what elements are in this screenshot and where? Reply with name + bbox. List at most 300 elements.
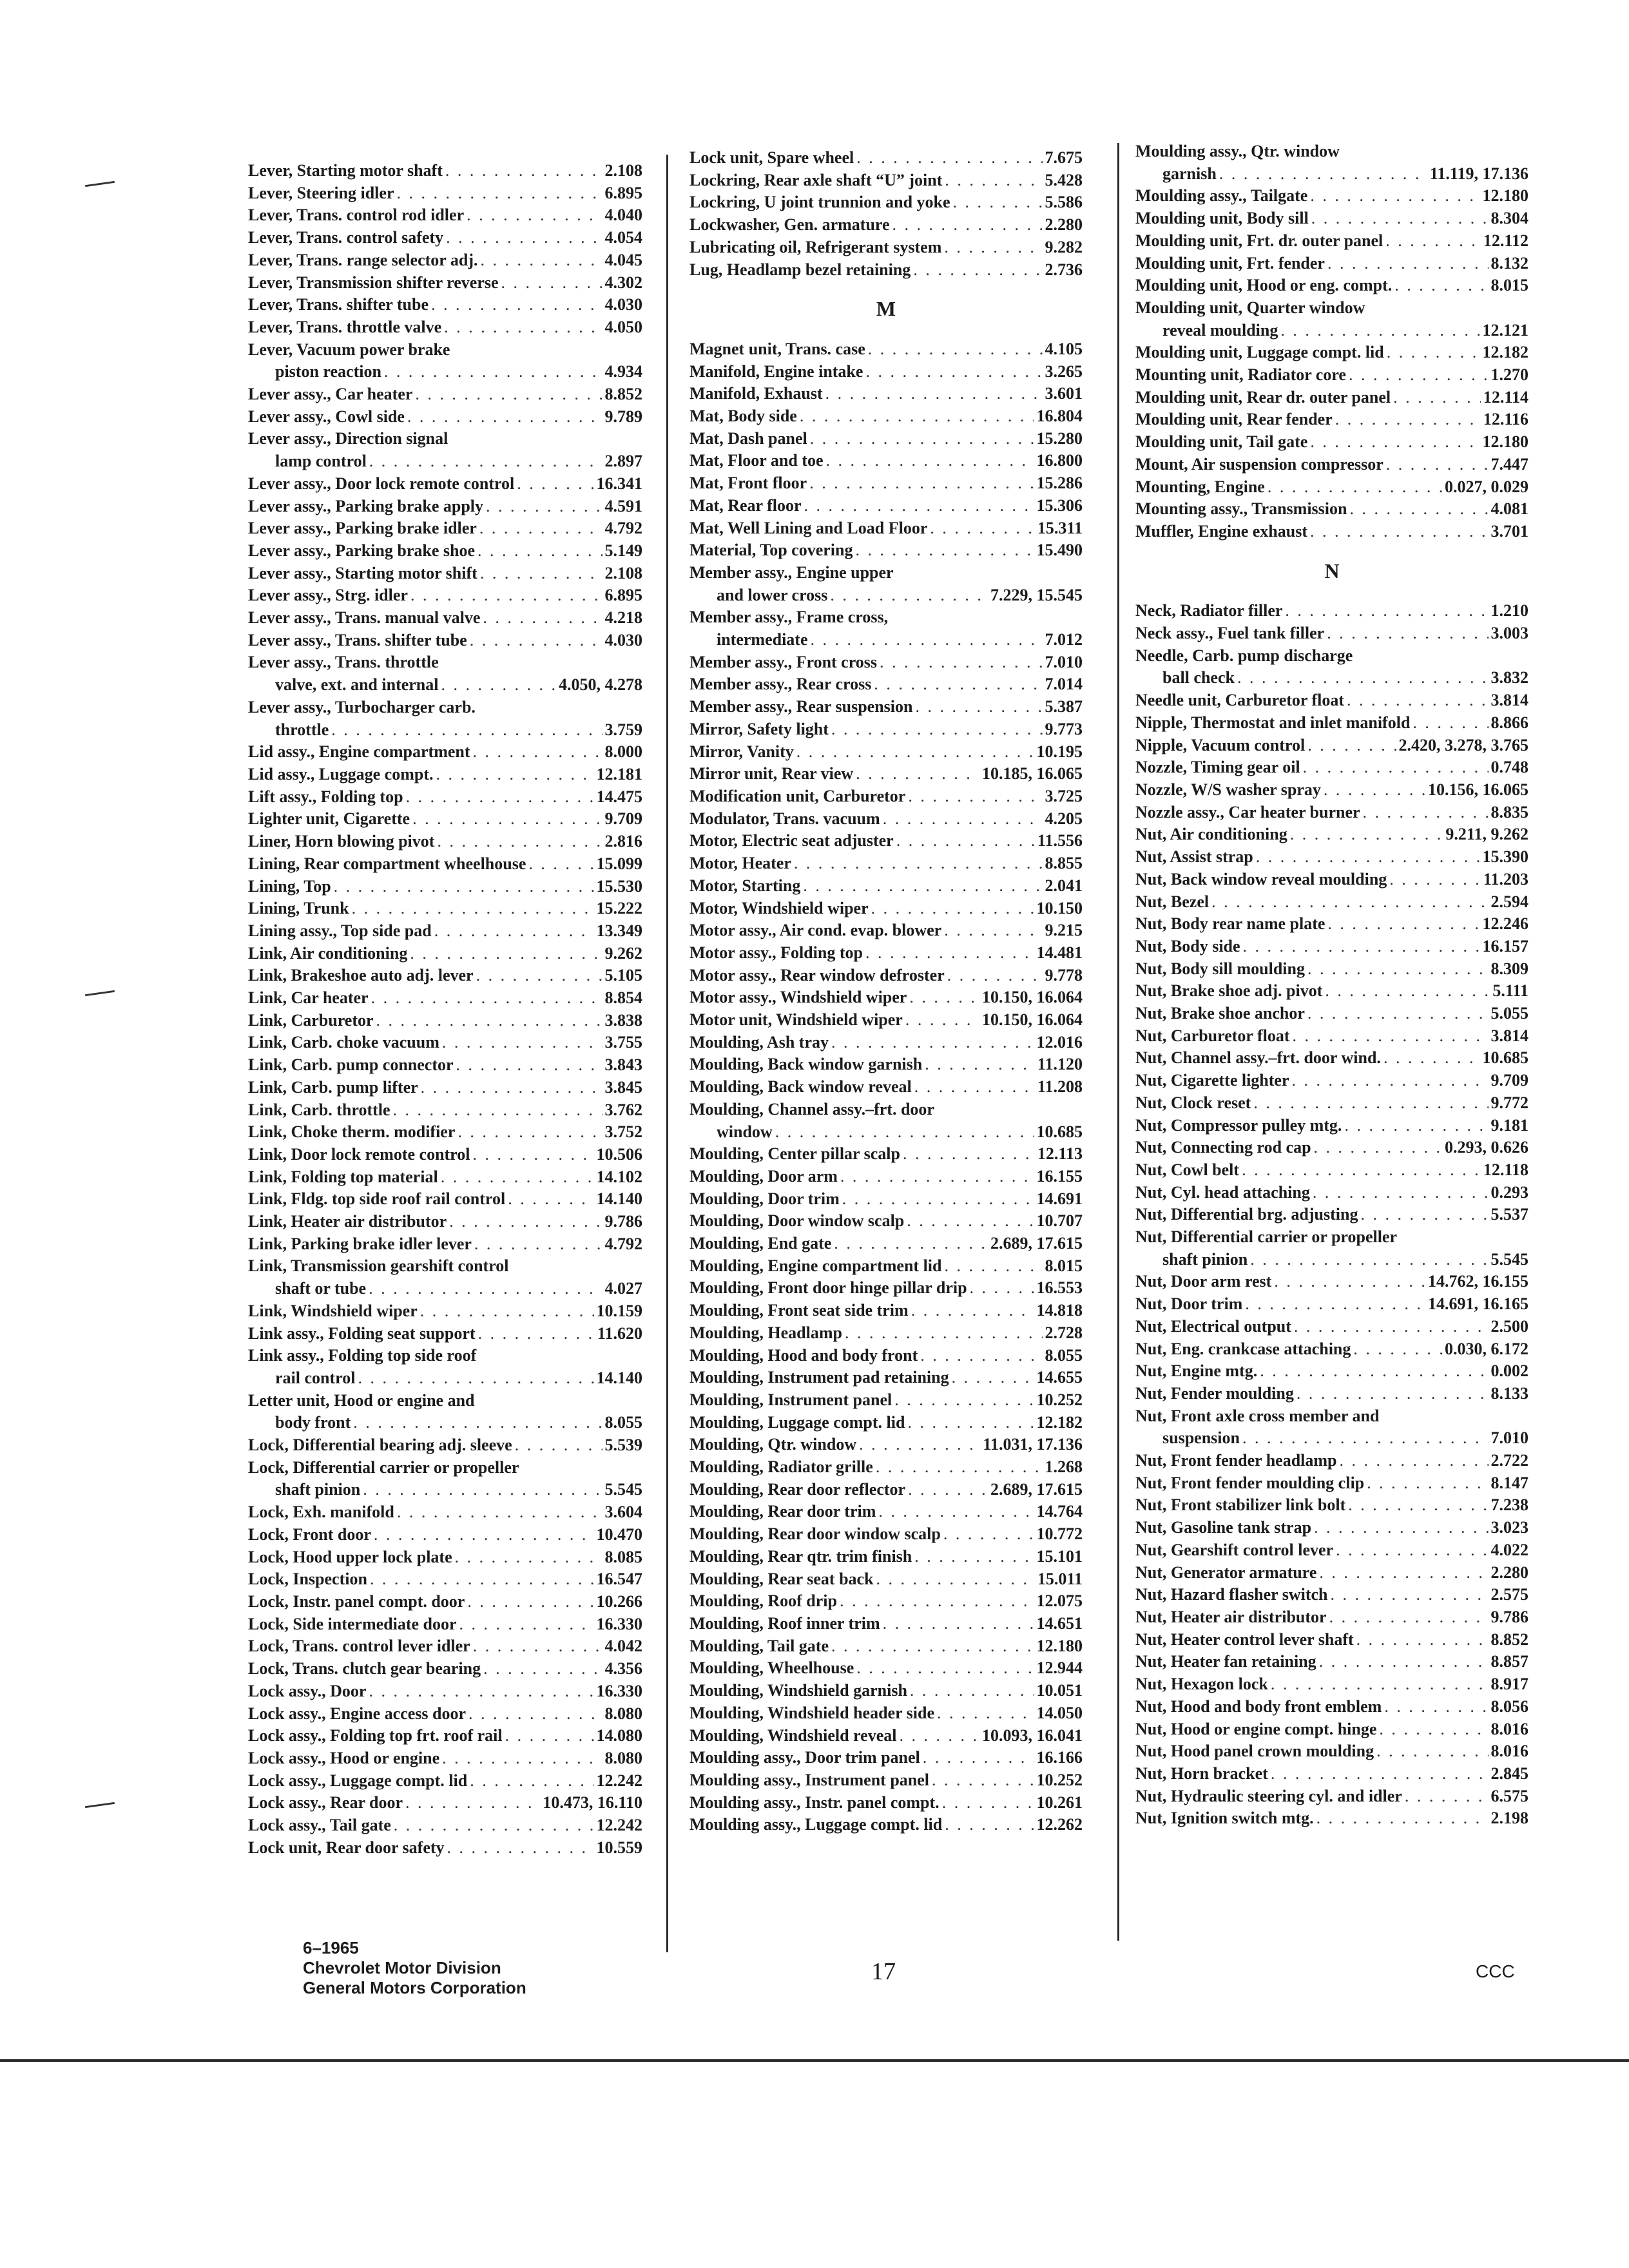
entry-reference: 2.575 [1490,1585,1528,1604]
entry-reference: 8.016 [1490,1719,1528,1738]
index-entry [689,1657,1083,1680]
dot-leader [1253,1092,1488,1115]
dot-leader [410,943,602,965]
dot-leader [856,763,979,785]
index-entry [1135,140,1528,163]
entry-name: Nut, Cowl belt [1135,1160,1240,1179]
dot-leader [1405,1785,1489,1808]
entry-reference: 8.835 [1490,802,1528,822]
entry-reference: 8.015 [1045,1256,1083,1275]
entry-reference: 2.728 [1045,1323,1083,1342]
entry-name: Needle, Carb. pump discharge [1135,646,1353,665]
entry-name: Nut, Heater fan retaining [1135,1652,1316,1671]
index-entry [248,1635,642,1658]
entry-reference: 4.050, 4.278 [559,675,642,695]
index-entry [1135,1271,1528,1293]
index-entry [1135,320,1528,342]
dot-leader [914,1546,1034,1568]
entry-reference: 14.080 [596,1726,642,1745]
entry-name: Lever assy., Parking brake apply [248,496,484,515]
entry-reference: 9.772 [1490,1093,1528,1112]
index-entry [248,853,642,876]
entry-name: Modulator, Trans. vacuum [689,809,880,828]
index-entry [248,1032,642,1054]
entry-name: Moulding, Back window garnish [689,1055,923,1074]
index-entry [689,830,1083,852]
entry-name: Nut, Body rear name plate [1135,914,1325,934]
entry-name: Mounting, Engine [1135,477,1265,496]
entry-reference: 16.341 [596,474,642,493]
entry-name: Nut, Fender moulding [1135,1383,1294,1403]
entry-reference: 9.211, 9.262 [1445,825,1528,844]
dot-leader [903,1143,1035,1166]
dot-leader [1384,1696,1488,1718]
index-entry [1135,1785,1528,1808]
entry-name: Nut, Heater air distributor [1135,1608,1327,1626]
index-entry [689,562,1083,584]
dot-leader [394,1814,594,1837]
entry-name: Link assy., Folding top side roof [248,1346,477,1365]
index-entry [1135,712,1528,735]
dot-leader [1412,712,1488,735]
index-entry [1135,891,1528,914]
dot-leader [363,1479,602,1501]
dot-leader [1347,689,1489,712]
index-entry [1135,1472,1528,1495]
entry-name: Link, Carb. pump connector [248,1055,454,1075]
entry-name: Lock, Differential carrier or propeller [248,1457,519,1477]
index-entry [1135,756,1528,779]
entry-name: Nut, Assist strap [1135,847,1253,867]
entry-reference: 8.132 [1490,253,1528,273]
entry-reference: 10.159 [596,1301,642,1320]
entry-reference: 4.030 [604,630,642,649]
entry-name: Link, Car heater [248,988,369,1008]
index-entry [689,259,1083,282]
entry-reference: 12.944 [1036,1658,1083,1678]
index-entry [689,875,1083,898]
entry-name: Moulding, Rear seat back [689,1569,874,1588]
entry-reference: 4.591 [604,496,642,515]
entry-reference: 3.843 [604,1055,642,1075]
entry-name: Mirror unit, Rear view [689,764,854,783]
dot-leader [1325,980,1490,1003]
entry-name: intermediate [717,630,808,649]
dot-leader [840,1590,1034,1613]
entry-reference: 14.481 [1036,943,1083,962]
entry-reference: 15.530 [596,876,642,896]
entry-reference: 2.736 [1045,260,1083,279]
dot-leader [1296,1383,1489,1405]
dot-leader [826,450,1034,472]
dot-leader [868,338,1043,361]
entry-name: Nut, Gearshift control lever [1135,1540,1334,1559]
entry-reference: 8.080 [604,1704,642,1723]
index-entry [1135,1763,1528,1785]
dot-leader [907,1210,1034,1233]
entry-name: Lever assy., Trans. shifter tube [248,630,467,649]
dot-leader [1294,1316,1489,1338]
dot-leader [455,1546,602,1569]
entry-name: Needle unit, Carburetor float [1135,691,1344,710]
dot-leader [1243,936,1480,958]
entry-name: shaft or tube [275,1279,367,1298]
entry-name: Lining, Trunk [248,899,349,918]
index-entry [248,272,642,294]
entry-reference: 8.080 [604,1748,642,1767]
dot-leader [809,472,1034,495]
entry-name: Motor unit, Windshield wiper [689,1010,903,1030]
entry-name: Lid assy., Luggage compt. [248,764,434,783]
dot-leader [1292,1070,1489,1092]
dot-leader [1311,207,1489,230]
index-entry [689,383,1083,405]
index-entry [248,182,642,205]
index-entry [1135,163,1528,186]
entry-name: Link, Air conditioning [248,943,408,963]
dot-leader [945,169,1042,192]
entry-reference: 4.081 [1490,499,1528,519]
entry-name: piston reaction [275,362,381,381]
entry-reference: 14.140 [596,1189,642,1209]
index-entry [248,898,642,920]
entry-name: Link, Carb. pump lifter [248,1077,418,1097]
entry-reference: 4.302 [604,273,642,292]
entry-reference: 4.027 [604,1279,642,1298]
dot-leader [1271,1673,1489,1696]
index-entry [248,1390,642,1412]
entry-reference: 8.055 [1045,1345,1083,1365]
index-entry [689,651,1083,674]
dot-leader [472,1144,593,1166]
dot-leader [945,1814,1034,1836]
margin-mark [85,1802,115,1808]
dot-leader [478,1323,595,1345]
entry-reference: 4.792 [604,1234,642,1253]
dot-leader [456,1054,602,1077]
dot-leader [1327,913,1480,936]
entry-reference: 15.390 [1482,847,1528,867]
dot-leader [1211,891,1488,914]
dot-leader [421,1077,602,1099]
index-entry [689,1412,1083,1434]
entry-reference: 5.537 [1490,1205,1528,1224]
entry-reference: 8.304 [1490,209,1528,228]
dot-leader [892,214,1043,236]
entry-name: Lever assy., Turbocharger carb. [248,697,476,716]
dot-leader [446,227,602,249]
entry-reference: 15.222 [596,899,642,918]
entry-name: Nut, Front fender headlamp [1135,1451,1337,1470]
index-entry [248,719,642,742]
dot-leader [842,1188,1034,1211]
index-entry [1135,1517,1528,1539]
dot-leader [840,1166,1034,1188]
dot-leader [831,1635,1034,1658]
entry-name: Lever assy., Parking brake idler [248,519,477,538]
entry-name: Lock, Trans. control lever idler [248,1637,470,1656]
index-entry [248,1211,642,1233]
entry-name: Moulding, Hood and body front [689,1345,918,1365]
dot-leader [1242,1427,1489,1450]
index-entry [248,1479,642,1501]
entry-reference: 0.002 [1490,1361,1528,1381]
index-entry [248,339,642,361]
dot-leader [331,719,602,742]
dot-leader [480,249,602,272]
entry-reference: 10.195 [1036,742,1083,761]
index-entry [248,1233,642,1256]
entry-name: Lever assy., Door lock remote control [248,474,515,493]
dot-leader [1271,1763,1489,1785]
index-entry [1135,253,1528,275]
entry-reference: 11.620 [597,1323,642,1343]
entry-reference: 15.311 [1037,518,1083,537]
entry-name: Nipple, Thermostat and inlet manifold [1135,713,1411,732]
entry-reference: 12.114 [1483,387,1528,407]
entry-reference: 9.778 [1045,965,1083,985]
entry-name: Member assy., Frame cross, [689,608,889,627]
entry-name: Nut, Bezel [1135,892,1210,911]
entry-reference: 13.349 [596,921,642,940]
entry-reference: 7.014 [1045,675,1083,694]
entry-name: Liner, Horn blowing pivot [248,832,435,851]
page-code: CCC [1476,1961,1515,1981]
dot-leader [1260,1360,1488,1383]
footer-imprint [303,1938,526,1998]
entry-name: Lock, Side intermediate door [248,1614,457,1633]
entry-reference: 5.586 [1045,193,1083,212]
entry-reference: 16.330 [596,1614,642,1633]
dot-leader [410,584,602,607]
index-entry [1135,185,1528,207]
index-entry [1135,689,1528,712]
index-entry [248,987,642,1010]
dot-leader [1383,1047,1480,1070]
entry-name: Nut, Hazard flasher switch [1135,1585,1328,1604]
entry-reference: 0.293 [1490,1182,1528,1202]
index-entry [689,169,1083,192]
entry-reference: 14.764 [1036,1502,1083,1521]
dot-leader [947,965,1043,987]
entry-reference: 4.050 [604,317,642,336]
index-entry [1135,958,1528,981]
entry-name: Moulding, Back window reveal [689,1077,912,1097]
entry-name: Nut, Electrical output [1135,1316,1291,1336]
dot-leader [1274,1271,1425,1293]
entry-name: body front [275,1413,351,1432]
entry-name: Mat, Front floor [689,474,807,493]
index-entry [1135,1137,1528,1159]
entry-reference: 8.852 [1490,1629,1528,1649]
entry-reference: 3.755 [604,1033,642,1052]
dot-leader [800,405,1034,428]
entry-reference: 4.022 [1490,1540,1528,1559]
entry-name: Moulding, Engine compartment lid [689,1256,942,1275]
entry-name: Neck, Radiator filler [1135,601,1283,620]
dot-leader [515,1434,602,1457]
entry-name: Member assy., Engine upper [689,562,894,582]
index-entry [248,1814,642,1837]
index-entry [1135,230,1528,253]
entry-name: Moulding, Door window scalp [689,1211,905,1231]
entry-reference: 3.265 [1045,361,1083,381]
entry-name: Nut, Connecting rod cap [1135,1138,1311,1157]
index-entry [248,786,642,809]
dot-leader [1256,846,1480,869]
entry-name: Link, Folding top material [248,1167,438,1186]
entry-reference: 3.845 [604,1077,642,1097]
index-entry [1135,823,1528,846]
index-entry [248,316,642,339]
dot-leader [804,495,1034,517]
entry-name: Lever assy., Direction signal [248,429,448,448]
entry-name: garnish [1162,164,1217,183]
entry-reference: 6.575 [1490,1786,1528,1805]
dot-leader [1363,802,1489,824]
dot-leader [937,1702,1034,1725]
entry-reference: 4.792 [604,519,642,538]
dot-leader [913,259,1042,282]
entry-reference: 1.210 [1490,601,1528,620]
index-entry [689,517,1083,540]
entry-name: Nut, Horn bracket [1135,1763,1268,1783]
index-entry [689,898,1083,920]
entry-name: Nut, Door arm rest [1135,1272,1272,1291]
index-entry [248,1591,642,1613]
entry-name: Manifold, Exhaust [689,384,823,403]
entry-reference: 2.897 [604,452,642,471]
index-entry [1135,869,1528,891]
index-entry [248,1434,642,1457]
dot-leader [944,1255,1042,1278]
entry-name: Link, Heater air distributor [248,1212,447,1231]
dot-leader [1394,274,1488,297]
entry-name: Lift assy., Folding top [248,787,403,806]
entry-reference: 11.208 [1037,1077,1083,1097]
entry-name: Moulding, Instrument panel [689,1390,892,1409]
index-column-3 [1135,140,1528,1830]
dot-leader [1303,756,1489,779]
entry-name: Lock, Hood upper lock plate [248,1547,452,1566]
entry-name: Link, Carb. throttle [248,1100,390,1119]
entry-name: Lever assy., Starting motor shift [248,563,477,582]
entry-reference: 15.011 [1037,1569,1083,1588]
index-entry [689,1523,1083,1546]
entry-name: Lubricating oil, Refrigerant system [689,237,942,256]
entry-reference: 8.133 [1490,1383,1528,1403]
dot-leader [434,920,594,943]
dot-leader [1319,1651,1489,1673]
index-entry [248,697,642,719]
index-entry [1135,1673,1528,1696]
entry-reference: 3.814 [1490,691,1528,710]
entry-name: Muffler, Engine exhaust [1135,521,1307,541]
entry-reference: 10.252 [1036,1770,1083,1789]
entry-name: Moulding unit, Rear dr. outer panel [1135,387,1391,407]
entry-name: Moulding, Windshield garnish [689,1681,907,1700]
entry-reference: 10.470 [596,1524,642,1544]
entry-reference: 2.816 [604,832,642,851]
entry-reference: 4.356 [604,1659,642,1678]
index-entry [689,1546,1083,1568]
entry-reference: 15.306 [1036,495,1083,515]
dot-leader [1237,667,1489,689]
dot-leader [883,808,1043,831]
index-entry [689,965,1083,987]
dot-leader [899,1725,979,1747]
entry-name: Lockwasher, Gen. armature [689,215,890,235]
entry-reference: 12.182 [1482,343,1528,362]
entry-name: Moulding unit, Tail gate [1135,432,1308,452]
entry-name: Nut, Body side [1135,936,1240,956]
dot-leader [508,1188,593,1211]
entry-name: Lid assy., Engine compartment [248,742,470,762]
dot-leader [406,786,594,809]
dot-leader [1314,1517,1488,1539]
index-entry [248,1792,642,1814]
dot-leader [1310,521,1489,543]
index-entry [689,1568,1083,1591]
index-entry [689,1367,1083,1389]
entry-name: Lever assy., Parking brake shoe [248,541,475,560]
dot-leader [483,1658,602,1680]
entry-name: shaft pinion [275,1480,361,1499]
entry-name: Link, Parking brake idler lever [248,1234,472,1253]
dot-leader [859,1434,980,1456]
dot-leader [876,1568,1035,1591]
index-column-2 [689,147,1083,1836]
entry-name: Nut, Heater control lever shaft [1135,1629,1354,1649]
index-entry [248,1345,642,1367]
entry-reference: 16.800 [1036,451,1083,470]
entry-name: Moulding, Rear qtr. trim finish [689,1546,912,1566]
entry-name: Moulding, Rear door trim [689,1502,876,1521]
entry-reference: 2.280 [1490,1562,1528,1582]
dot-leader [952,1367,1034,1389]
entry-name: Nut, Cigarette lighter [1135,1071,1289,1090]
dot-leader [444,316,602,339]
entry-name: Lining assy., Top side pad [248,921,432,940]
dot-leader [1319,1562,1488,1584]
entry-name: Lever assy., Cowl side [248,407,405,426]
index-entry [1135,1338,1528,1361]
index-entry [689,942,1083,965]
column-divider [1117,143,1119,1941]
entry-name: throttle [275,720,329,739]
dot-leader [1356,1629,1489,1651]
index-entry [689,1322,1083,1345]
index-entry [248,1121,642,1144]
index-entry [1135,1405,1528,1428]
dot-leader [775,1121,1034,1144]
index-entry [689,1032,1083,1054]
entry-name: Lever assy., Strg. idler [248,586,408,605]
index-entry [248,450,642,473]
index-entry [248,1613,642,1636]
index-entry [1135,207,1528,230]
index-entry [1135,1025,1528,1048]
entry-reference: 14.818 [1036,1301,1083,1320]
entry-name: Lock assy., Door [248,1681,367,1700]
entry-reference: 5.387 [1045,697,1083,716]
entry-reference: 7.238 [1490,1495,1528,1515]
entry-reference: 3.701 [1490,521,1528,541]
index-entry [689,1076,1083,1099]
dot-leader [932,1769,1034,1792]
entry-name: Nut, Body sill moulding [1135,959,1305,978]
dot-leader [431,294,602,316]
